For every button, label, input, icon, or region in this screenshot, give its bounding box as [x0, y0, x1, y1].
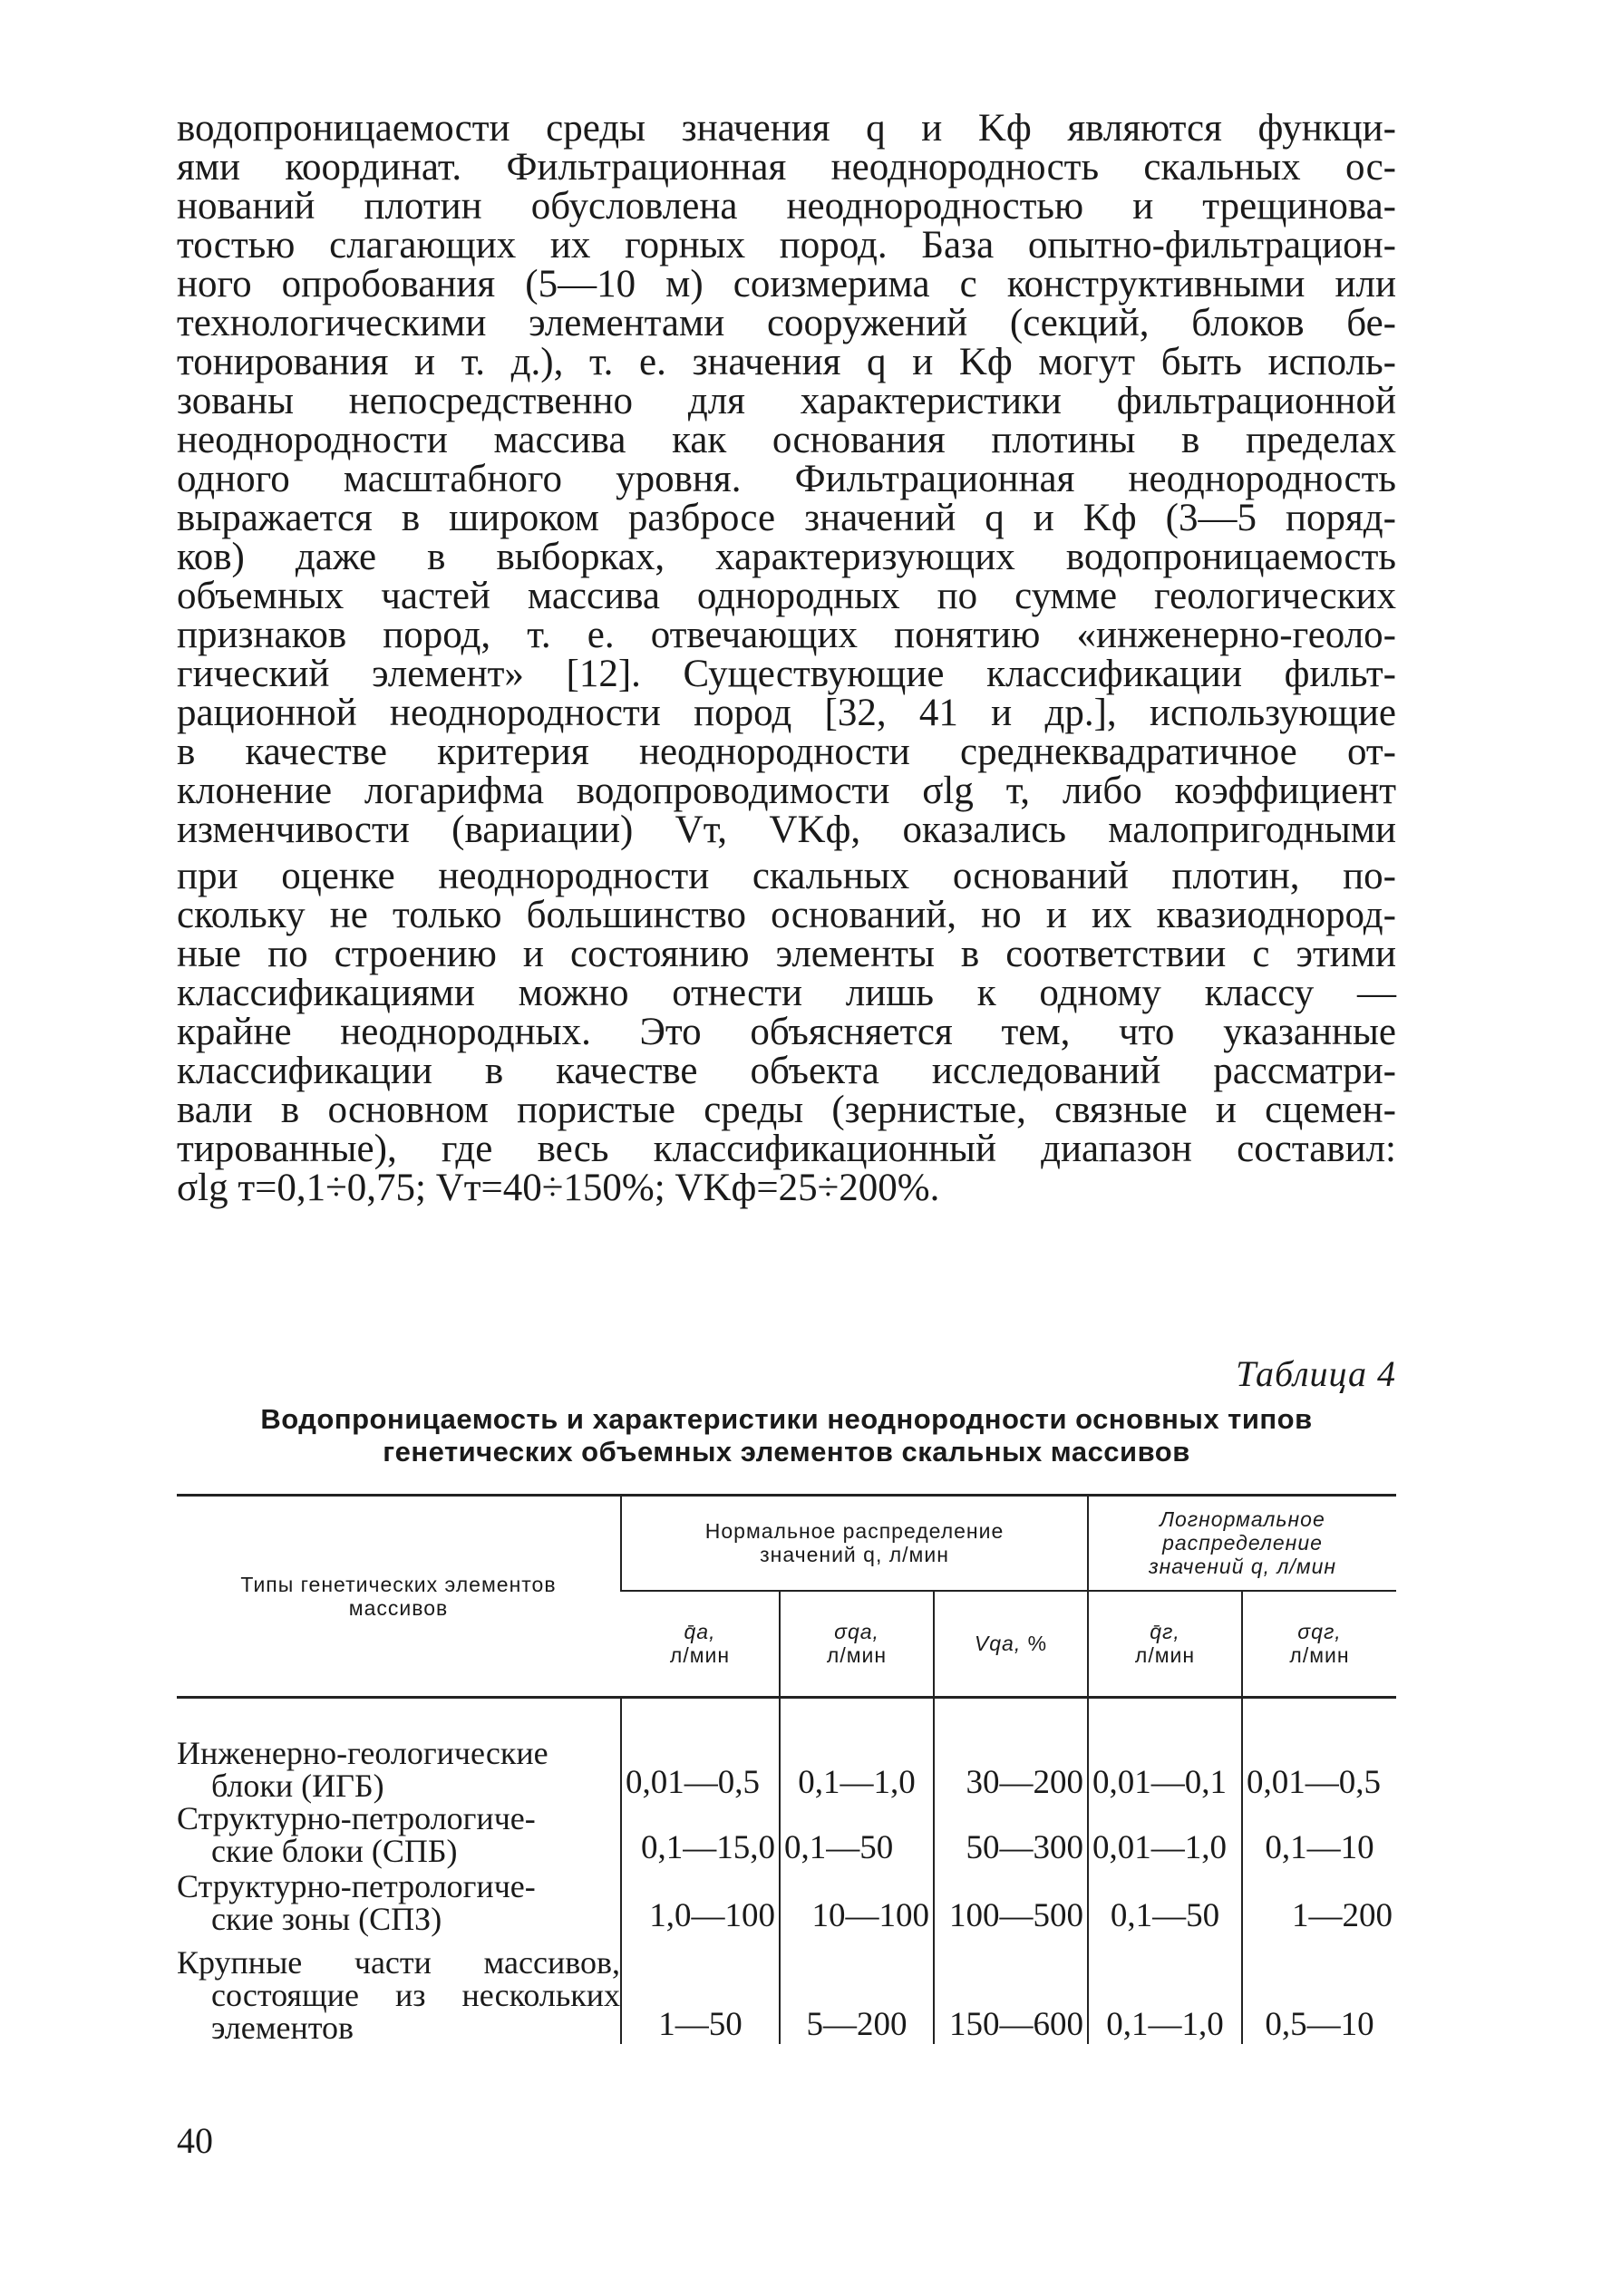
header-normal-distribution: Нормальное распределение значений q, л/мин: [621, 1496, 1088, 1591]
body-line: классификации в качестве объекта исследований рассматри-: [177, 1050, 1396, 1092]
cell-value: 150—600: [934, 1935, 1088, 2044]
row-label-large-parts: Крупные части массивов, состоящие из нескольких элементов: [177, 1943, 620, 2046]
cell-value: 0,5—10: [1242, 1935, 1396, 2044]
body-line: выражается в широком разбросе значений q и Kф (3—5 поряд-: [177, 497, 1396, 539]
body-paragraph: [177, 109, 1396, 1207]
body-line: скольку не только большинство оснований, но и их квазиоднород-: [177, 894, 1396, 936]
body-line: тостью слагающих их горных пород. База опытно-фильтрацион-: [177, 224, 1396, 266]
body-line: при оценке неоднородности скальных оснований плотин, по-: [177, 855, 1396, 897]
body-line: гический элемент» [12]. Существующие классификации фильт-: [177, 653, 1396, 695]
table-title: [177, 1403, 1396, 1468]
body-line: в качестве критерия неоднородности среднеквадратичное от-: [177, 731, 1396, 773]
table-row: [177, 1802, 1396, 1867]
body-line: крайне неоднородных. Это объясняется тем, что указанные: [177, 1011, 1396, 1053]
cell-value: 0,1—15,0: [621, 1802, 780, 1867]
cell-value: 1—200: [1242, 1867, 1396, 1935]
page-number: 40: [177, 2120, 213, 2161]
page: [177, 107, 1396, 2046]
subheader-sigma-qg: σqг, л/мин: [1242, 1591, 1396, 1698]
row-label-spz: Структурно-петрологиче- ские зоны (СПЗ): [177, 1867, 536, 1937]
table-label: Таблица 4: [1236, 1353, 1396, 1394]
cell-value: 0,01—0,5: [621, 1698, 780, 1802]
header-lognormal-distribution: Логнормальное распределение значений q, л/мин: [1088, 1496, 1396, 1591]
body-line: изменчивости (вариации) Vт, VKф, оказались малопригодными: [177, 809, 1396, 851]
table-row: [177, 1698, 1396, 1802]
body-line: тонирования и т. д.), т. е. значения q и Kф могут быть исполь-: [177, 341, 1396, 383]
body-line: классификациями можно отнести лишь к одному классу —: [177, 972, 1396, 1014]
body-line: технологическими элементами сооружений (секций, блоков бе-: [177, 302, 1396, 344]
body-line: вали в основном пористые среды (зернистые, связные и сцемен-: [177, 1089, 1396, 1131]
body-line: рационной неоднородности пород [32, 41 и др.], использующие: [177, 692, 1396, 734]
body-line: σlg т=0,1÷0,75; Vт=40÷150%; VKф=25÷200%.: [177, 1167, 940, 1209]
body-line: тированные), где весь классификационный диапазон составил:: [177, 1128, 1396, 1170]
body-line: зованы непосредственно для характеристики фильтрационной: [177, 380, 1396, 422]
row-label-spb: Структурно-петрологиче- ские блоки (СПБ): [177, 1799, 536, 1869]
body-line: неоднородности массива как основания плотины в пределах: [177, 419, 1396, 461]
table-title-line-1: Водопроницаемость и характеристики неоднородности основных типов: [260, 1403, 1313, 1435]
cell-value: 100—500: [934, 1867, 1088, 1935]
cell-value: 30—200: [934, 1698, 1088, 1802]
subheader-sigma-qa: σqа, л/мин: [780, 1591, 934, 1698]
body-line: ями координат. Фильтрационная неоднородность скальных ос-: [177, 146, 1396, 189]
body-line: водопроницаемости среды значения q и Kф являются функци-: [177, 107, 1396, 150]
body-line: нований плотин обусловлена неоднородностью и трещинова-: [177, 185, 1396, 228]
cell-value: 50—300: [934, 1802, 1088, 1867]
cell-value: 0,1—1,0: [780, 1698, 934, 1802]
cell-value: 0,1—50: [780, 1802, 934, 1867]
body-line: объемных частей массива однородных по сумме геологических: [177, 575, 1396, 617]
body-line: одного масштабного уровня. Фильтрационная неоднородность: [177, 458, 1396, 500]
subheader-mean-qg: q̄г, л/мин: [1088, 1591, 1242, 1698]
body-line: клонение логарифма водопроводимости σlg т, либо коэффициент: [177, 770, 1396, 812]
cell-value: 0,1—50: [1088, 1867, 1242, 1935]
subheader-variation-qa: Vqа, %: [934, 1591, 1088, 1698]
cell-value: 5—200: [780, 1935, 934, 2044]
cell-value: 0,1—10: [1242, 1802, 1396, 1867]
cell-value: 0,01—0,1: [1088, 1698, 1242, 1802]
cell-value: 0,1—1,0: [1088, 1935, 1242, 2044]
subheader-mean-qa: q̄а, л/мин: [621, 1591, 780, 1698]
header-element-types: Типы генетических элементов массивов: [177, 1496, 621, 1698]
table-title-line-2: генетических объемных элементов скальных массивов: [383, 1436, 1190, 1468]
data-table: [177, 1494, 1396, 2044]
cell-value: 1—50: [621, 1935, 780, 2044]
body-line: ков) даже в выборках, характеризующих водопроницаемость: [177, 536, 1396, 578]
cell-value: 0,01—0,5: [1242, 1698, 1396, 1802]
table-row: [177, 1935, 1396, 2044]
table-row: [177, 1867, 1396, 1935]
body-line: ные по строению и состоянию элементы в соответствии с этими: [177, 933, 1396, 975]
row-label-igb: Инженерно-геологические блоки (ИГБ): [177, 1734, 548, 1804]
cell-value: 0,01—1,0: [1088, 1802, 1242, 1867]
cell-value: 10—100: [780, 1867, 934, 1935]
body-line: ного опробования (5—10 м) соизмерима с конструктивными или: [177, 263, 1396, 305]
body-line: признаков пород, т. е. отвечающих понятию «инженерно-геоло-: [177, 614, 1396, 656]
cell-value: 1,0—100: [621, 1867, 780, 1935]
